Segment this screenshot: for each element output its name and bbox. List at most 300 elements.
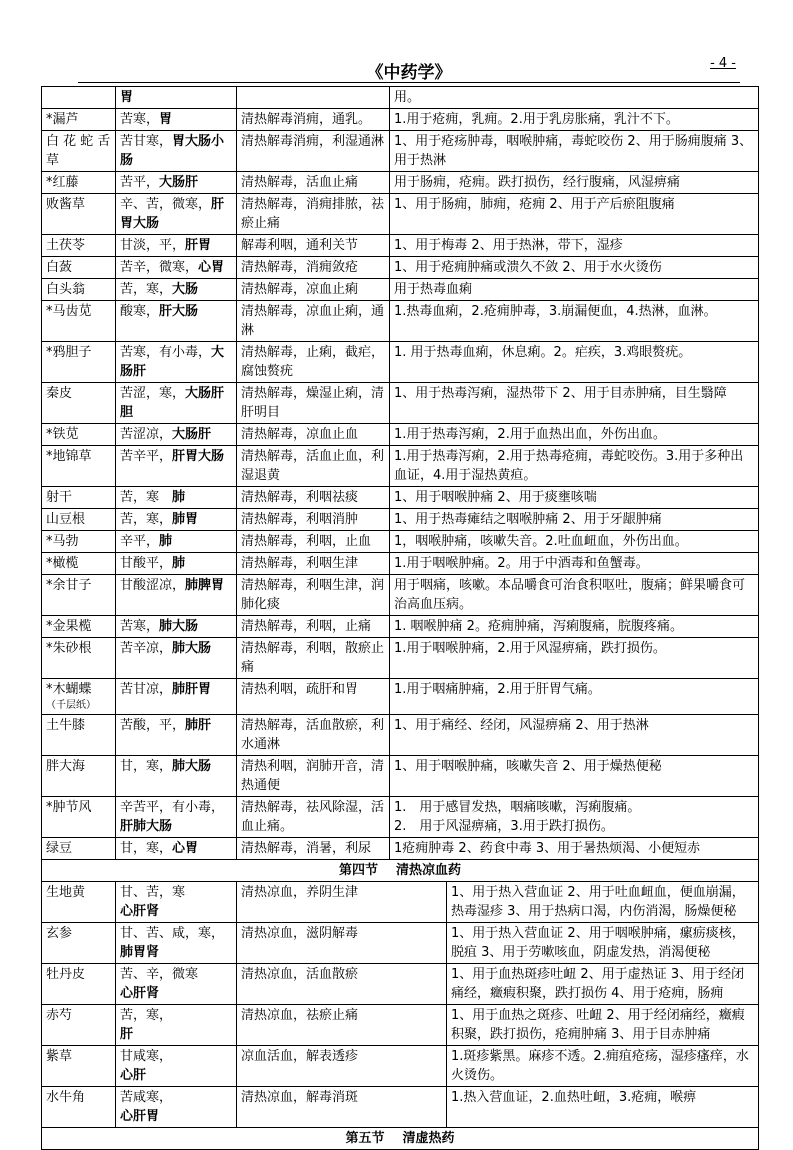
table-row (42, 342, 759, 383)
effect-cell (237, 424, 390, 446)
uses-cell (390, 679, 759, 715)
meridian-text: 肺 (172, 490, 186, 505)
nature-cell (116, 131, 237, 172)
uses-cell (390, 172, 759, 194)
table-row (42, 487, 759, 509)
herb-name-cell (42, 172, 116, 194)
uses-cell (390, 383, 759, 424)
meridian-text: 肝胃 (185, 238, 212, 253)
table-row (42, 756, 759, 797)
effect-text: 清热凉血，解毒消斑 (241, 1090, 359, 1105)
effect-cell (237, 257, 390, 279)
herb-name-cell (42, 616, 116, 638)
table-row (42, 575, 759, 616)
effect-text: 清热解毒，利咽消肿 (241, 512, 359, 527)
effect-text: 凉血活血，解表透疹 (241, 1049, 359, 1064)
meridian-text: 肺大肠 (159, 619, 199, 634)
nature-text: 苦，寒， (120, 282, 173, 297)
uses-text: 1、用于梅毒 2、用于热淋，带下，湿疹 (394, 238, 623, 253)
uses-text: 1、用于疮疡肿毒，咽喉肿痛，毒蛇咬伤 2、用于肠痈腹痛 3、用于热淋 (394, 134, 753, 168)
herb-name: *马勃 (46, 534, 79, 549)
uses-text: 1疮痈肿毒 2、药食中毒 3、用于暑热烦渴、小便短赤 (394, 841, 701, 856)
herb-name: *余甘子 (46, 578, 92, 593)
nature-text: 苦寒，有小毒， (120, 345, 212, 360)
effect-text: 清热解毒，凉血止痢，通淋 (241, 304, 385, 338)
nature-text: 苦、辛，微寒 (120, 967, 199, 982)
effect-text: 清热解毒，利咽，散瘀止痛 (241, 641, 385, 675)
effect-text: 清热凉血，滋阴解毒 (241, 926, 359, 941)
nature-text: 甘淡，平， (120, 238, 186, 253)
effect-text: 清热解毒，利咽祛痰 (241, 490, 359, 505)
meridian-text: 肺胃肾 (120, 945, 160, 960)
effect-cell (237, 882, 447, 923)
effect-text: 清热解毒，利咽，止血 (241, 534, 372, 549)
uses-text: 1.热入营血证，2.血热吐衄，3.疮痈，喉痹 (451, 1090, 697, 1105)
nature-text: 甘酸平， (120, 556, 173, 571)
uses-text: 1，咽喉肿痛，咳嗽失音。2.吐血衄血，外伤出血。 (394, 534, 688, 549)
effect-cell (237, 487, 390, 509)
meridian-text: 心肝肾 (120, 986, 160, 1001)
uses-text: 用于热毒血痢 (394, 282, 473, 297)
herb-name: *金果榄 (46, 619, 92, 634)
uses-text: 1.用于咽喉肿痛，2.用于风湿痹痛，跌打损伤。 (394, 641, 666, 656)
uses-text: 1.热毒血痢，2.疮痈肿毒，3.崩漏便血，4.热淋，血淋。 (394, 304, 717, 319)
meridian-text: 肺胃 (172, 512, 199, 527)
herb-name: 玄参 (46, 926, 73, 941)
herb-name: 射干 (46, 490, 73, 505)
herb-name-cell (42, 638, 116, 679)
effect-text: 清热解毒，祛风除湿，活血止痛。 (241, 800, 385, 834)
meridian-text: 胃大肠小肠 (120, 134, 225, 168)
herb-name-cell (42, 964, 116, 1005)
herb-name: 山豆根 (46, 512, 86, 527)
nature-cell (116, 616, 237, 638)
table-row (42, 616, 759, 638)
page-number: - 4 - (710, 56, 736, 71)
nature-cell (116, 279, 237, 301)
effect-cell (237, 1046, 447, 1087)
effect-text: 解毒利咽，通利关节 (241, 238, 359, 253)
herb-name-cell (42, 446, 116, 487)
uses-cell (447, 1087, 759, 1128)
nature-text: 酸寒， (120, 304, 160, 319)
uses-text: 1.斑疹紫黑。麻疹不透。2.痈疽疮疡，湿疹瘙痒，水火烫伤。 (451, 1049, 749, 1083)
nature-cell (116, 838, 237, 860)
meridian-text: 大肠 (172, 282, 199, 297)
herb-name: *马齿苋 (46, 304, 92, 319)
nature-text: 甘咸寒， (120, 1049, 173, 1064)
effect-text: 清热解毒，利咽，止痛 (241, 619, 372, 634)
section-name: 清虚热药 (402, 1131, 455, 1146)
table-row (42, 531, 759, 553)
uses-cell (390, 342, 759, 383)
uses-cell (390, 509, 759, 531)
uses-cell (390, 235, 759, 257)
effect-text: 清热解毒，燥湿止痢，清肝明目 (241, 386, 385, 420)
uses-text: 1、用于血热斑疹吐衄 2、用于虚热证 3、用于经闭痛经，癥瘕积聚，跌打损伤 4、用于疮痈，肠痈 (451, 967, 745, 1001)
meridian-text: 肝胃大肠 (172, 449, 225, 464)
nature-cell (116, 87, 237, 109)
nature-cell (116, 964, 237, 1005)
uses-text: 1.用于热毒泻痢，2.用于热毒疮痈，毒蛇咬伤。3.用于多种出血证，4.用于湿热黄疸。 (394, 449, 744, 483)
herb-name-cell (42, 279, 116, 301)
uses-cell (390, 638, 759, 679)
table-row (42, 235, 759, 257)
uses-cell (390, 838, 759, 860)
table-row (42, 923, 759, 964)
herb-name: 白 花 蛇 舌草 (46, 134, 111, 168)
nature-cell (116, 679, 237, 715)
effect-cell (237, 509, 390, 531)
uses-cell (447, 882, 759, 923)
page-header (78, 54, 740, 83)
nature-text: 甘，寒， (120, 759, 173, 774)
uses-text: 用于肠痈，疮痈。跌打损伤，经行腹痛，风湿痹痛 (394, 175, 681, 190)
uses-text: 1、用于肠痈，肺痈，疮痈 2、用于产后瘀阻腹痛 (394, 197, 675, 212)
meridian-text: 肺大肠 (172, 641, 212, 656)
uses-text: 1、用于热毒瘫结之咽喉肿痛 2、用于牙龈肿痛 (394, 512, 662, 527)
effect-cell (237, 1087, 447, 1128)
section-number: 第四节 (339, 863, 379, 878)
herb-name: 土茯苓 (46, 238, 86, 253)
herb-name: 土牛膝 (46, 718, 86, 733)
effect-cell (237, 575, 390, 616)
meridian-text: 大肠肝胆 (120, 386, 225, 420)
book-title: 《中药学》 (366, 63, 452, 83)
nature-text: 苦平， (120, 175, 160, 190)
effect-cell (237, 109, 390, 131)
herb-name-cell (42, 679, 116, 715)
nature-text: 甘，寒， (120, 841, 173, 856)
herb-name: 败酱草 (46, 197, 86, 212)
herb-name: *漏芦 (46, 112, 79, 127)
section-row (42, 860, 759, 882)
nature-cell (116, 109, 237, 131)
herb-name: *红藤 (46, 175, 79, 190)
herb-name: 白蔹 (46, 260, 73, 275)
herb-name-cell (42, 87, 116, 109)
herb-name: *地锦草 (46, 449, 92, 464)
nature-cell (116, 882, 237, 923)
effect-text: 清热解毒，消暑，利尿 (241, 841, 372, 856)
effect-cell (237, 383, 390, 424)
effect-cell (237, 923, 447, 964)
uses-text: 1、用于咽喉肿痛，咳嗽失音 2、用于燥热便秘 (394, 759, 662, 774)
herb-name-cell (42, 383, 116, 424)
nature-text: 辛苦平，有小毒， (120, 800, 225, 815)
herb-name: *鸦胆子 (46, 345, 92, 360)
meridian-text: 肝肺大肠 (120, 819, 173, 834)
effect-cell (237, 172, 390, 194)
herb-name-cell (42, 1046, 116, 1087)
table-row (42, 383, 759, 424)
uses-cell (390, 446, 759, 487)
nature-cell (116, 1005, 237, 1046)
meridian-text: 胃 (159, 112, 173, 127)
uses-cell (447, 923, 759, 964)
effect-text: 清热解毒，消痈排脓，祛瘀止痛 (241, 197, 385, 231)
table-row (42, 638, 759, 679)
table-row (42, 715, 759, 756)
uses-text: 1.用于咽喉肿痛。2。用于中酒毒和鱼蟹毒。 (394, 556, 649, 571)
meridian-text: 心肝肾 (120, 904, 160, 919)
table-row (42, 509, 759, 531)
effect-cell (237, 301, 390, 342)
effect-cell (237, 964, 447, 1005)
uses-cell (390, 756, 759, 797)
nature-text: 苦辛，微寒， (120, 260, 199, 275)
nature-cell (116, 553, 237, 575)
uses-cell (390, 553, 759, 575)
uses-text: 1、用于热入营血证 2、用于吐血衄血，便血崩漏，热毒湿疹 3、用于热病口渴，内伤消渴，肠燥便秘 (451, 885, 745, 919)
uses-cell (447, 1005, 759, 1046)
herb-name: 胖大海 (46, 759, 86, 774)
section-number: 第五节 (345, 1131, 385, 1146)
effect-text: 清热解毒消痈，通乳。 (241, 112, 372, 127)
table-row (42, 964, 759, 1005)
nature-text: 苦酸，平， (120, 718, 186, 733)
nature-cell (116, 487, 237, 509)
meridian-text: 肺 (159, 534, 173, 549)
table-row (42, 194, 759, 235)
table-row (42, 679, 759, 715)
table-row (42, 279, 759, 301)
effect-text: 清热解毒，凉血止血 (241, 427, 359, 442)
meridian-text: 心肝胃 (120, 1109, 160, 1124)
uses-cell (447, 1046, 759, 1087)
effect-cell (237, 531, 390, 553)
herb-name-cell (42, 838, 116, 860)
effect-cell (237, 87, 390, 109)
meridian-text: 心肝 (120, 1068, 147, 1083)
herb-name-cell (42, 131, 116, 172)
nature-cell (116, 531, 237, 553)
nature-text: 甘、苦、咸，寒， (120, 926, 225, 941)
nature-cell (116, 424, 237, 446)
meridian-text: 心胃 (198, 260, 225, 275)
herb-name: 赤芍 (46, 1008, 73, 1023)
uses-cell (390, 131, 759, 172)
herb-name: 牡丹皮 (46, 967, 86, 982)
meridian-text: 肺脾胃 (185, 578, 225, 593)
nature-text: 辛平， (120, 534, 160, 549)
effect-cell (237, 715, 390, 756)
meridian-text: 胃 (120, 90, 134, 105)
herb-name: 绿豆 (46, 841, 73, 856)
effect-cell (237, 756, 390, 797)
section-heading (42, 1128, 759, 1150)
herb-name: *木蝴蝶 (46, 682, 92, 697)
table-row (42, 797, 759, 838)
effect-text: 清热解毒，利咽生津 (241, 556, 359, 571)
table-row (42, 172, 759, 194)
nature-cell (116, 638, 237, 679)
meridian-text: 肺 (172, 556, 186, 571)
meridian-text: 肺肝 (185, 718, 212, 733)
effect-cell (237, 638, 390, 679)
uses-text: 用。 (394, 90, 421, 105)
effect-text: 清热利咽，润肺开音，清热通便 (241, 759, 385, 793)
herb-name-cell (42, 553, 116, 575)
herb-name-cell (42, 531, 116, 553)
table-row (42, 553, 759, 575)
herb-alias: （千层纸） (46, 700, 96, 711)
uses-text: 1.用于咽痛肿痛，2.用于肝胃气痛。 (394, 682, 601, 697)
nature-cell (116, 172, 237, 194)
uses-cell (390, 109, 759, 131)
nature-text: 苦涩，寒， (120, 386, 186, 401)
herb-name-cell (42, 509, 116, 531)
uses-cell (390, 531, 759, 553)
effect-text: 清热凉血，活血散瘀 (241, 967, 359, 982)
nature-cell (116, 715, 237, 756)
uses-text: 1. 用于热毒血痢，休息痢。2。疟疾，3.鸡眼赘疣。 (394, 345, 692, 360)
uses-cell (447, 964, 759, 1005)
herb-name: *肿节风 (46, 800, 92, 815)
effect-text: 清热解毒，止痢，截疟，腐蚀赘疣 (241, 345, 385, 379)
meridian-text: 肺肝胃 (172, 682, 212, 697)
herb-name: 白头翁 (46, 282, 86, 297)
nature-cell (116, 1046, 237, 1087)
effect-text: 清热解毒，活血止痛 (241, 175, 359, 190)
nature-cell (116, 235, 237, 257)
nature-text: 苦甘凉， (120, 682, 173, 697)
herb-name: *铁苋 (46, 427, 79, 442)
herb-name: *朱砂根 (46, 641, 92, 656)
uses-text: 1、用于热入营血证 2、用于咽喉肿痛，瘰疬痰核，脱疽 3、用于劳嗽咳血，阴虚发热，消渴便秘 (451, 926, 745, 960)
section-heading (42, 860, 759, 882)
nature-text: 甘酸涩凉， (120, 578, 186, 593)
effect-cell (237, 342, 390, 383)
table-row (42, 131, 759, 172)
table-row (42, 424, 759, 446)
effect-text: 清热解毒，利咽生津，润肺化痰 (241, 578, 385, 612)
nature-text: 苦咸寒， (120, 1090, 173, 1105)
uses-cell (390, 487, 759, 509)
uses-text: 1.用于疮痈，乳痈。2.用于乳房胀痛，乳汁不下。 (394, 112, 679, 127)
table-row-continued (42, 87, 759, 109)
effect-cell (237, 131, 390, 172)
effect-cell (237, 446, 390, 487)
uses-cell (390, 257, 759, 279)
uses-text: 1、用于疮痈肿痛或溃久不敛 2、用于水火烫伤 (394, 260, 662, 275)
section-row (42, 1128, 759, 1150)
meridian-text: 肝大肠 (159, 304, 199, 319)
uses-cell (390, 301, 759, 342)
uses-text: 1. 咽喉肿痛 2。疮痈肿痛，泻痢腹痛，脘腹疼痛。 (394, 619, 683, 634)
uses-cell (390, 194, 759, 235)
herb-name-cell (42, 1087, 116, 1128)
effect-text: 清热凉血，养阴生津 (241, 885, 359, 900)
effect-cell (237, 679, 390, 715)
meridian-text: 肝胃大肠 (120, 197, 225, 231)
uses-text: 1.用于热毒泻痢，2.用于血热出血，外伤出血。 (394, 427, 666, 442)
effect-cell (237, 838, 390, 860)
herb-name: 秦皮 (46, 386, 73, 401)
effect-text: 清热解毒消痈，利湿通淋 (241, 134, 385, 149)
effect-cell (237, 194, 390, 235)
uses-text: 1. 用于感冒发热，咽痛咳嗽，泻痢腹痛。 2. 用于风湿痹痛，3.用于跌打损伤。 (394, 800, 641, 834)
herb-name-cell (42, 797, 116, 838)
effect-cell (237, 616, 390, 638)
nature-cell (116, 342, 237, 383)
nature-text: 苦辛平， (120, 449, 173, 464)
uses-text: 用于咽痛，咳嗽。本品嚼食可治食积呕吐，腹痛；鲜果嚼食可治高血压病。 (394, 578, 746, 612)
herb-name-cell (42, 257, 116, 279)
nature-text: 辛、苦，微寒， (120, 197, 212, 212)
herb-name-cell (42, 194, 116, 235)
effect-text: 清热解毒，活血止血，利湿退黄 (241, 449, 385, 483)
effect-text: 清热解毒，消痈敛疮 (241, 260, 359, 275)
herb-name: 紫草 (46, 1049, 73, 1064)
herb-name-cell (42, 235, 116, 257)
uses-text: 1、用于咽喉肿痛 2、用于痰壅咳喘 (394, 490, 597, 505)
herb-name-cell (42, 575, 116, 616)
effect-cell (237, 1005, 447, 1046)
uses-cell (390, 797, 759, 838)
meridian-text: 心胃 (172, 841, 199, 856)
uses-text: 1、用于痛经、经闭，风湿痹痛 2、用于热淋 (394, 718, 649, 733)
nature-cell (116, 383, 237, 424)
nature-cell (116, 797, 237, 838)
effect-cell (237, 279, 390, 301)
effect-text: 清热解毒，凉血止痢 (241, 282, 359, 297)
table-row (42, 1087, 759, 1128)
herb-name-cell (42, 923, 116, 964)
nature-text: 甘、苦，寒 (120, 885, 186, 900)
uses-text: 1、用于血热之斑疹、吐衄 2、用于经闭痛经，癥瘕积聚，跌打损伤，疮痈肿痛 3、用于目赤肿痛 (451, 1008, 745, 1042)
herb-name-cell (42, 487, 116, 509)
uses-cell (390, 279, 759, 301)
nature-text: 苦寒， (120, 112, 160, 127)
effect-text: 清热凉血，祛瘀止痛 (241, 1008, 359, 1023)
effect-text: 清热利咽，疏肝和胃 (241, 682, 359, 697)
uses-cell (390, 87, 759, 109)
herb-name: 水牛角 (46, 1090, 86, 1105)
effect-text: 清热解毒，活血散瘀，利水通淋 (241, 718, 385, 752)
herb-table (41, 86, 759, 1150)
nature-text: 苦，寒 (120, 490, 173, 505)
herb-name: *橄榄 (46, 556, 79, 571)
nature-cell (116, 575, 237, 616)
effect-cell (237, 797, 390, 838)
herb-name-cell (42, 882, 116, 923)
nature-cell (116, 257, 237, 279)
nature-text: 苦辛凉， (120, 641, 173, 656)
table-row (42, 257, 759, 279)
effect-cell (237, 235, 390, 257)
nature-text: 苦，寒， (120, 1008, 173, 1023)
nature-cell (116, 756, 237, 797)
herb-name-cell (42, 301, 116, 342)
table-row (42, 301, 759, 342)
table-row (42, 109, 759, 131)
uses-cell (390, 715, 759, 756)
nature-text: 苦甘寒， (120, 134, 173, 149)
nature-cell (116, 923, 237, 964)
herb-name-cell (42, 1005, 116, 1046)
herb-name-cell (42, 424, 116, 446)
effect-cell (237, 553, 390, 575)
herb-name-cell (42, 715, 116, 756)
section-name: 清热凉血药 (396, 863, 462, 878)
uses-text: 1、用于热毒泻痢，湿热带下 2、用于目赤肿痛，目生翳障 (394, 386, 727, 401)
nature-cell (116, 301, 237, 342)
nature-cell (116, 446, 237, 487)
table-row (42, 446, 759, 487)
nature-text: 苦，寒， (120, 512, 173, 527)
herb-name: 生地黄 (46, 885, 86, 900)
